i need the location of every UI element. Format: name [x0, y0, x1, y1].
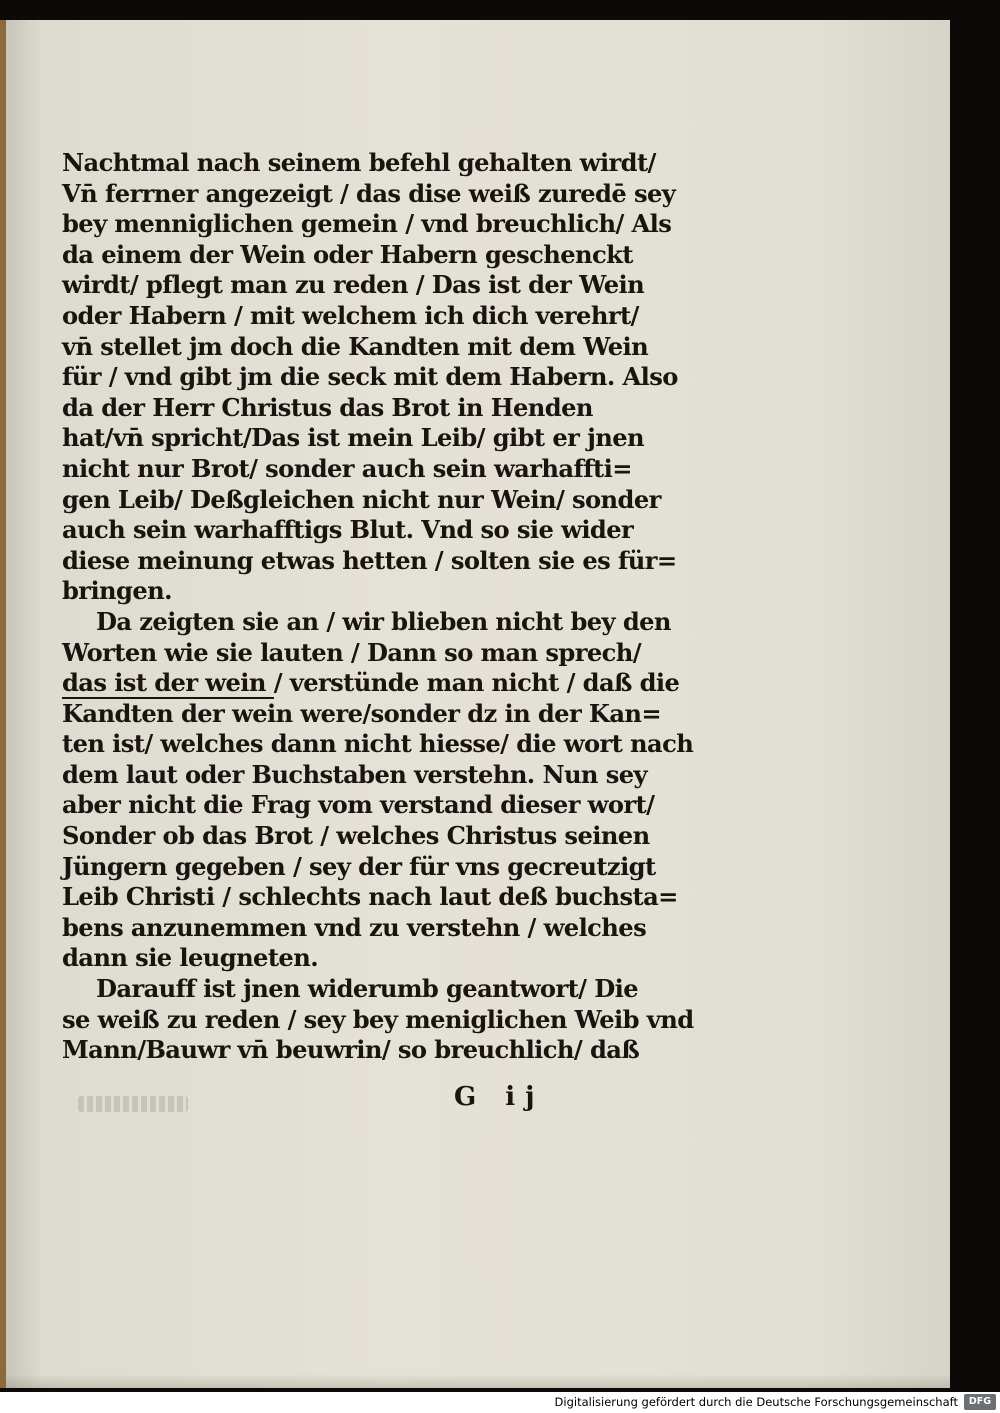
- text-line: bringen.: [62, 576, 172, 606]
- funding-credit: Digitalisierung gefördert durch die Deutsche Forschungsgemeinschaft: [554, 1395, 958, 1409]
- text-line: Vn̄ ferrner angezeigt / das dise weiß zuredē sey: [62, 178, 676, 208]
- text-line: vn̄ stellet jm doch die Kandten mit dem Wein: [62, 331, 649, 361]
- show-through-text: [78, 1096, 188, 1112]
- underlined-phrase: das ist der wein: [62, 668, 274, 698]
- text-line: für / vnd gibt jm die seck mit dem Habern. Also: [62, 362, 678, 392]
- text-line: wirdt/ pflegt man zu reden / Das ist der Wein: [62, 270, 645, 300]
- paragraph-start-line: Da zeigten sie an / wir blieben nicht bey den: [96, 606, 671, 636]
- text-line: dann sie leugneten.: [62, 943, 319, 973]
- text-line: bey menniglichen gemein / vnd breuchlich/ Als: [62, 209, 672, 239]
- text-line: dem laut oder Buchstaben verstehn. Nun sey: [62, 759, 648, 789]
- line-rest: / verstünde man nicht / daß die: [273, 668, 680, 698]
- page-text-block: [62, 148, 702, 1066]
- signature-mark: G ij: [454, 1082, 545, 1112]
- text-line-underlined: [62, 668, 702, 699]
- text-line: hat/vn̄ spricht/Das ist mein Leib/ gibt er jnen: [62, 423, 644, 453]
- dfg-logo-icon: DFG: [964, 1394, 996, 1410]
- text-line: diese meinung etwas hetten / solten sie es für=: [62, 545, 677, 575]
- text-line: nicht nur Brot/ sonder auch sein warhaffti=: [62, 453, 632, 483]
- binding-edge: [0, 20, 6, 1388]
- text-line: Jüngern gegeben / sey der für vns gecreutzigt: [62, 851, 656, 881]
- text-line: da der Herr Christus das Brot in Henden: [62, 392, 593, 422]
- text-line: gen Leib/ Deßgleichen nicht nur Wein/ sonder: [62, 484, 661, 514]
- footer-bar: [0, 1392, 1000, 1413]
- text-line: Mann/Bauwr vn̄ beuwrin/ so breuchlich/ daß: [62, 1035, 640, 1065]
- text-line: Sonder ob das Brot / welches Christus seinen: [62, 821, 650, 851]
- text-line: aber nicht die Frag vom verstand dieser wort/: [62, 790, 655, 820]
- text-line: oder Habern / mit welchem ich dich verehrt/: [62, 300, 639, 330]
- text-line: Nachtmal nach seinem befehl gehalten wirdt/: [62, 148, 656, 177]
- text-line: Worten wie sie lauten / Dann so man sprech/: [62, 637, 642, 667]
- text-line: Leib Christi / schlechts nach laut deß buchsta=: [62, 882, 678, 912]
- text-line: Kandten der wein were/sonder dz in der Kan=: [62, 698, 662, 728]
- text-line: ten ist/ welches dann nicht hiesse/ die wort nach: [62, 729, 694, 759]
- text-line: da einem der Wein oder Habern geschenckt: [62, 239, 633, 269]
- text-line: se weiß zu reden / sey bey meniglichen Weib vnd: [62, 1004, 694, 1034]
- text-line: bens anzunemmen vnd zu verstehn / welches: [62, 912, 647, 942]
- text-line: auch sein warhafftigs Blut. Vnd so sie wider: [62, 515, 634, 545]
- paragraph-start-line: Darauff ist jnen widerumb geantwort/ Die: [96, 974, 638, 1004]
